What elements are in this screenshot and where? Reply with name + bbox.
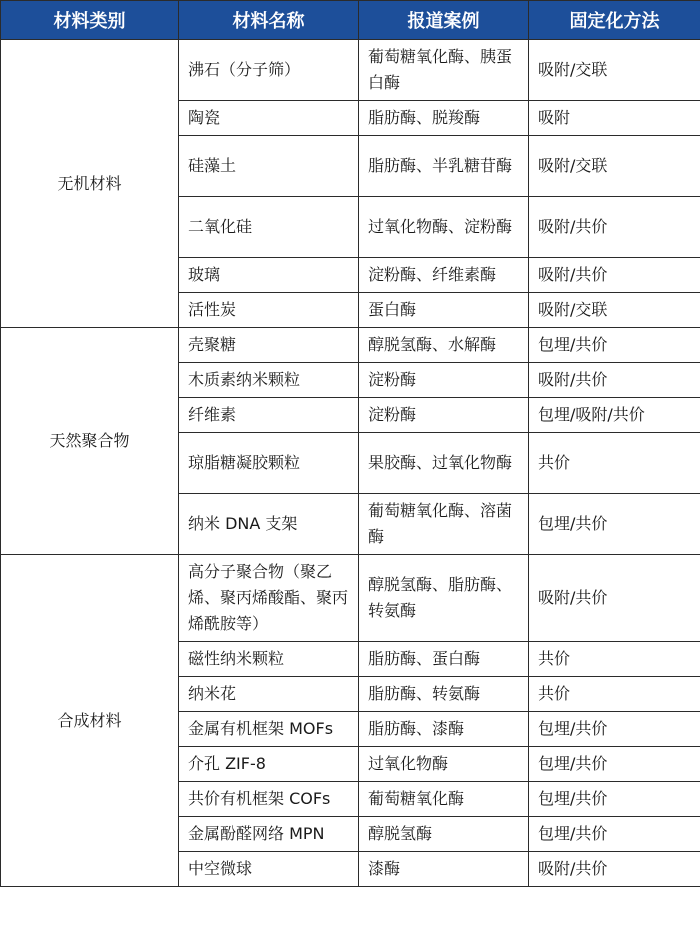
reported-case: 脂肪酶、半乳糖苷酶	[359, 136, 529, 197]
material-name: 沸石（分子筛）	[179, 40, 359, 101]
method: 包埋/共价	[529, 747, 700, 782]
material-name: 纤维素	[179, 398, 359, 433]
header-row	[1, 1, 700, 40]
header-category: 材料类别	[1, 1, 179, 40]
reported-case: 葡萄糖氧化酶、溶菌酶	[359, 494, 529, 555]
reported-case: 醇脱氢酶、脂肪酶、转氨酶	[359, 555, 529, 642]
method: 吸附/共价	[529, 197, 700, 258]
reported-case: 蛋白酶	[359, 293, 529, 328]
reported-case: 醇脱氢酶	[359, 817, 529, 852]
method: 吸附/交联	[529, 136, 700, 197]
reported-case: 过氧化物酶	[359, 747, 529, 782]
reported-case: 脂肪酶、脱羧酶	[359, 101, 529, 136]
material-name: 共价有机框架 COFs	[179, 782, 359, 817]
method: 吸附/共价	[529, 852, 700, 887]
material-name: 活性炭	[179, 293, 359, 328]
material-name: 硅藻土	[179, 136, 359, 197]
method: 共价	[529, 677, 700, 712]
reported-case: 脂肪酶、漆酶	[359, 712, 529, 747]
material-name: 金属有机框架 MOFs	[179, 712, 359, 747]
method: 包埋/共价	[529, 817, 700, 852]
method: 包埋/共价	[529, 328, 700, 363]
method: 吸附/共价	[529, 363, 700, 398]
method: 吸附/共价	[529, 555, 700, 642]
header-material-name: 材料名称	[179, 1, 359, 40]
category-inorganic: 无机材料	[1, 40, 179, 328]
table-row	[1, 328, 700, 363]
method: 吸附/交联	[529, 293, 700, 328]
material-name: 纳米 DNA 支架	[179, 494, 359, 555]
material-name: 磁性纳米颗粒	[179, 642, 359, 677]
reported-case: 葡萄糖氧化酶	[359, 782, 529, 817]
reported-case: 脂肪酶、蛋白酶	[359, 642, 529, 677]
material-name: 琼脂糖凝胶颗粒	[179, 433, 359, 494]
method: 共价	[529, 642, 700, 677]
reported-case: 淀粉酶、纤维素酶	[359, 258, 529, 293]
method: 包埋/共价	[529, 782, 700, 817]
material-name: 壳聚糖	[179, 328, 359, 363]
header-reported-cases: 报道案例	[359, 1, 529, 40]
reported-case: 淀粉酶	[359, 363, 529, 398]
material-name: 二氧化硅	[179, 197, 359, 258]
category-natural-polymer: 天然聚合物	[1, 328, 179, 555]
method: 包埋/共价	[529, 712, 700, 747]
material-name: 介孔 ZIF-8	[179, 747, 359, 782]
material-name: 纳米花	[179, 677, 359, 712]
material-name: 高分子聚合物（聚乙烯、聚丙烯酸酯、聚丙烯酰胺等）	[179, 555, 359, 642]
reported-case: 脂肪酶、转氨酶	[359, 677, 529, 712]
material-name: 陶瓷	[179, 101, 359, 136]
material-name: 木质素纳米颗粒	[179, 363, 359, 398]
material-name: 金属酚醛网络 MPN	[179, 817, 359, 852]
reported-case: 葡萄糖氧化酶、胰蛋白酶	[359, 40, 529, 101]
table-row	[1, 40, 700, 101]
table-row	[1, 555, 700, 642]
reported-case: 漆酶	[359, 852, 529, 887]
method: 共价	[529, 433, 700, 494]
material-name: 玻璃	[179, 258, 359, 293]
reported-case: 醇脱氢酶、水解酶	[359, 328, 529, 363]
method: 包埋/共价	[529, 494, 700, 555]
category-synthetic: 合成材料	[1, 555, 179, 887]
header-immobilization-method: 固定化方法	[529, 1, 700, 40]
reported-case: 过氧化物酶、淀粉酶	[359, 197, 529, 258]
method: 吸附/交联	[529, 40, 700, 101]
reported-case: 淀粉酶	[359, 398, 529, 433]
reported-case: 果胶酶、过氧化物酶	[359, 433, 529, 494]
method: 吸附/共价	[529, 258, 700, 293]
method: 吸附	[529, 101, 700, 136]
method: 包埋/吸附/共价	[529, 398, 700, 433]
material-name: 中空微球	[179, 852, 359, 887]
